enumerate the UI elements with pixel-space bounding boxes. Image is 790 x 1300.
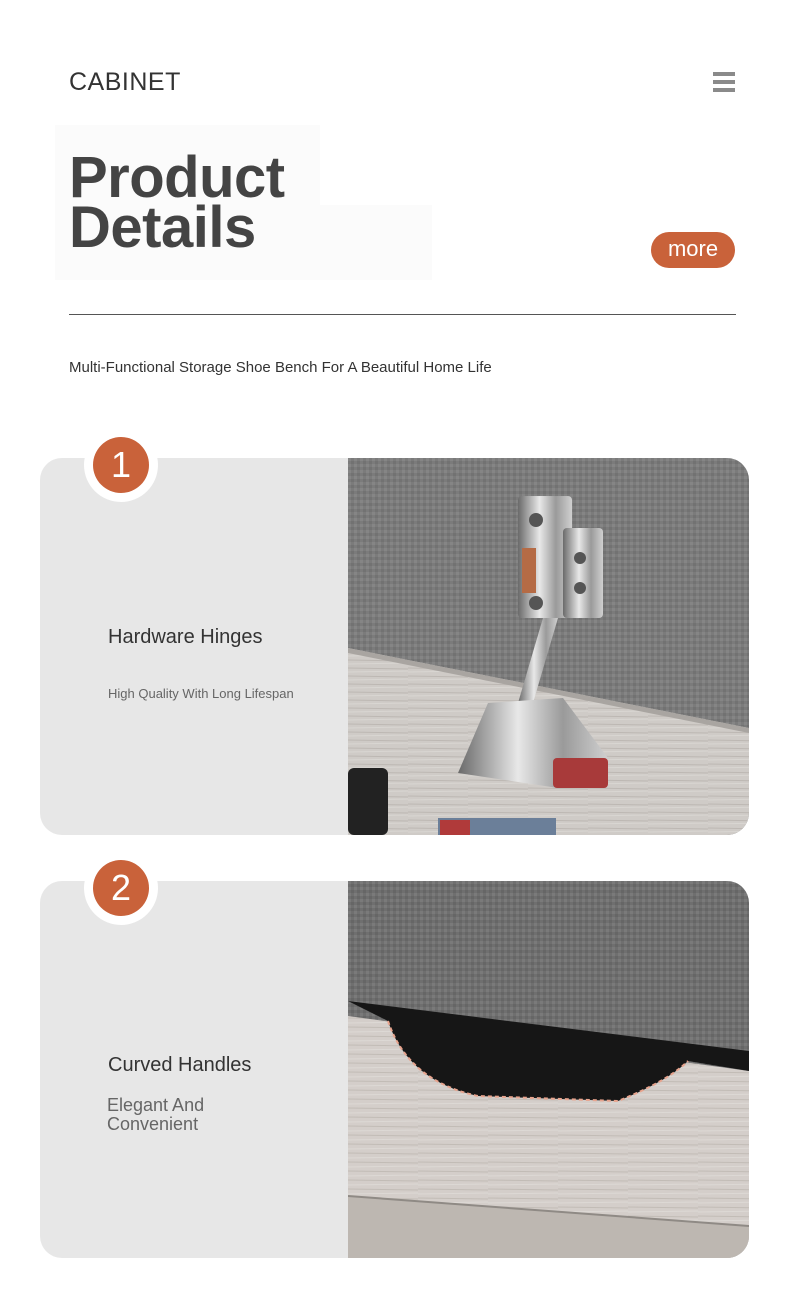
more-button[interactable]: more bbox=[651, 232, 735, 268]
handle-photo bbox=[348, 881, 749, 1258]
feature-card-handles bbox=[40, 881, 749, 1258]
divider bbox=[69, 314, 736, 315]
feature-title: Curved Handles bbox=[108, 1054, 252, 1076]
hinge-photo bbox=[348, 458, 749, 835]
page-subtitle: Multi-Functional Storage Shoe Bench For A Beautiful Home Life bbox=[69, 359, 492, 376]
feature-description-line2: Convenient bbox=[107, 1114, 199, 1134]
step-number-badge: 1 bbox=[93, 437, 149, 493]
step-number-badge: 2 bbox=[93, 860, 149, 916]
feature-description-line1: Elegant And bbox=[107, 1095, 205, 1115]
feature-description: High Quality With Long Lifespan bbox=[108, 686, 294, 701]
feature-description bbox=[107, 1096, 204, 1134]
step-badge-ring bbox=[84, 851, 158, 925]
page-title-line1: Product bbox=[69, 145, 285, 210]
step-badge-ring bbox=[84, 428, 158, 502]
brand-logo[interactable]: CABINET bbox=[69, 68, 181, 96]
feature-card-hinges bbox=[40, 458, 749, 835]
feature-title: Hardware Hinges bbox=[108, 626, 263, 648]
page-title bbox=[69, 145, 285, 260]
page-title-line2: Details bbox=[69, 195, 256, 260]
hamburger-menu-icon[interactable] bbox=[713, 72, 735, 92]
